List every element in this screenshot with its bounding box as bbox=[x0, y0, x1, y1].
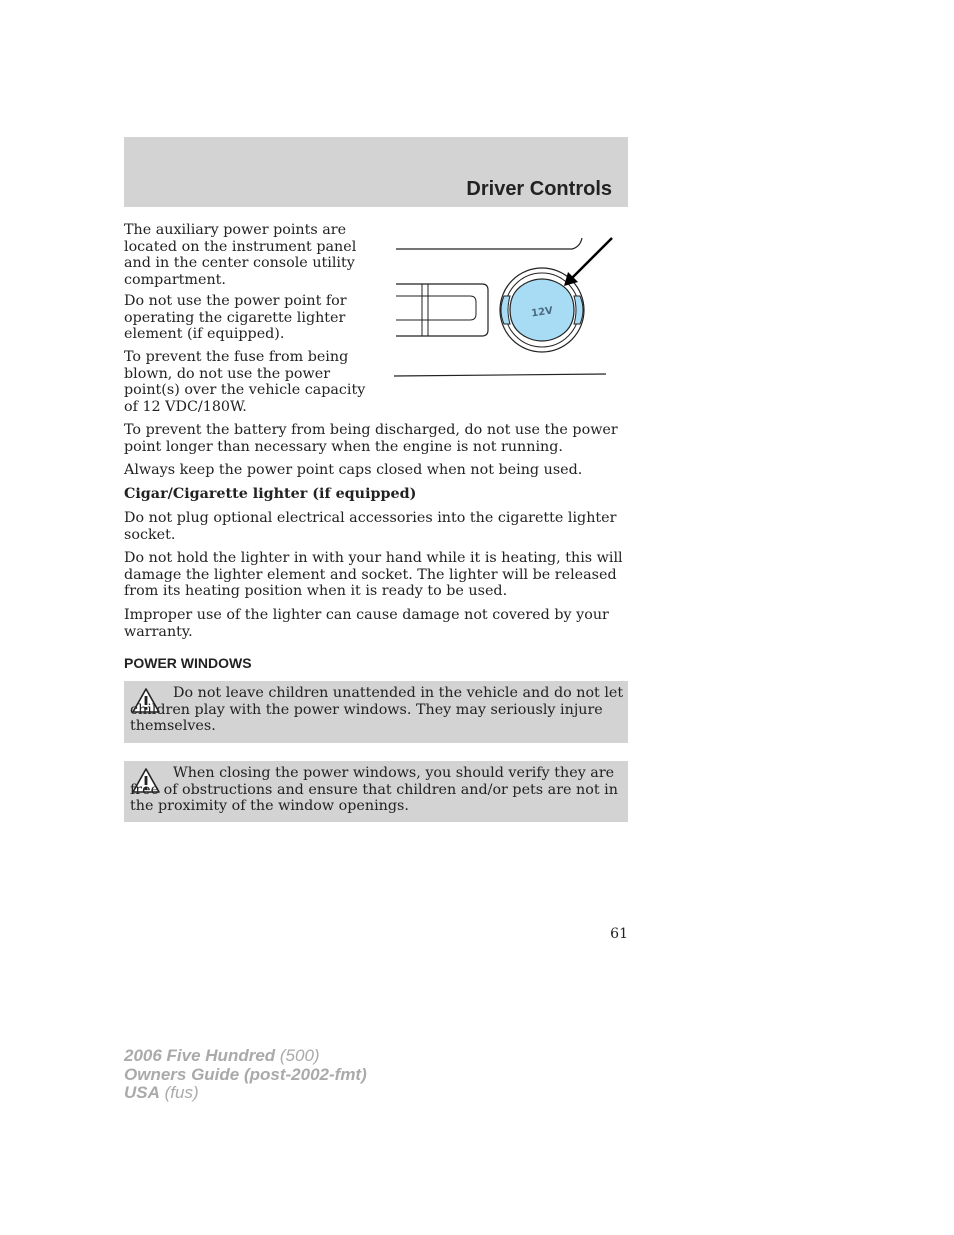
footer-region-code: (fus) bbox=[159, 1083, 199, 1102]
intro-paragraph-2: Do not use the power point for operating the cigarette lighter element (if equipped). bbox=[124, 293, 347, 342]
section-title: Driver Controls bbox=[466, 178, 612, 200]
lighter-paragraph-2: Do not hold the lighter in with your hand while it is heating, this will damage the lighter element and socket. The lighter will be released from its heating position when it is ready to be used. bbox=[124, 550, 623, 599]
footer bbox=[124, 1047, 367, 1103]
lighter-paragraph-3: Improper use of the lighter can cause damage not covered by your warranty. bbox=[124, 607, 609, 640]
intro-paragraph-1: The auxiliary power points are located on the instrument panel and in the center console utility compartment. bbox=[124, 222, 357, 288]
lighter-paragraph-1: Do not plug optional electrical accessories into the cigarette lighter socket. bbox=[124, 510, 617, 543]
intro-paragraph-3: To prevent the fuse from being blown, do not use the power point(s) over the vehicle capacity of 12 VDC/180W. bbox=[124, 349, 366, 415]
socket-label: 12V bbox=[530, 305, 554, 320]
warning-box-1 bbox=[124, 681, 628, 743]
footer-line-2 bbox=[124, 1066, 367, 1085]
footer-line-1 bbox=[124, 1047, 367, 1066]
warning-box-2 bbox=[124, 761, 628, 822]
footer-model-code: (500) bbox=[275, 1046, 320, 1065]
warning-text-2: When closing the power windows, you should verify they are free of obstructions and ensure that children and/or pets are not in the proximity of the window openings. bbox=[130, 765, 618, 814]
warning-text-1: Do not leave children unattended in the vehicle and do not let children play with the power windows. They may seriously injure themselves. bbox=[130, 685, 624, 734]
caps-paragraph: Always keep the power point caps closed when not being used. bbox=[124, 462, 583, 478]
footer-guide: Owners Guide (post-2002-fmt) bbox=[124, 1064, 367, 1084]
page-number: 61 bbox=[610, 926, 628, 942]
section-header-band bbox=[124, 137, 628, 207]
footer-model: 2006 Five Hundred bbox=[124, 1046, 276, 1065]
power-point-figure bbox=[392, 232, 618, 380]
power-windows-heading: POWER WINDOWS bbox=[124, 655, 252, 671]
lighter-heading: Cigar/Cigarette lighter (if equipped) bbox=[124, 486, 417, 502]
battery-paragraph: To prevent the battery from being discharged, do not use the power point longer than necessary when the engine is not running. bbox=[124, 422, 618, 455]
footer-line-3 bbox=[124, 1084, 367, 1103]
footer-region: USA bbox=[124, 1083, 160, 1102]
